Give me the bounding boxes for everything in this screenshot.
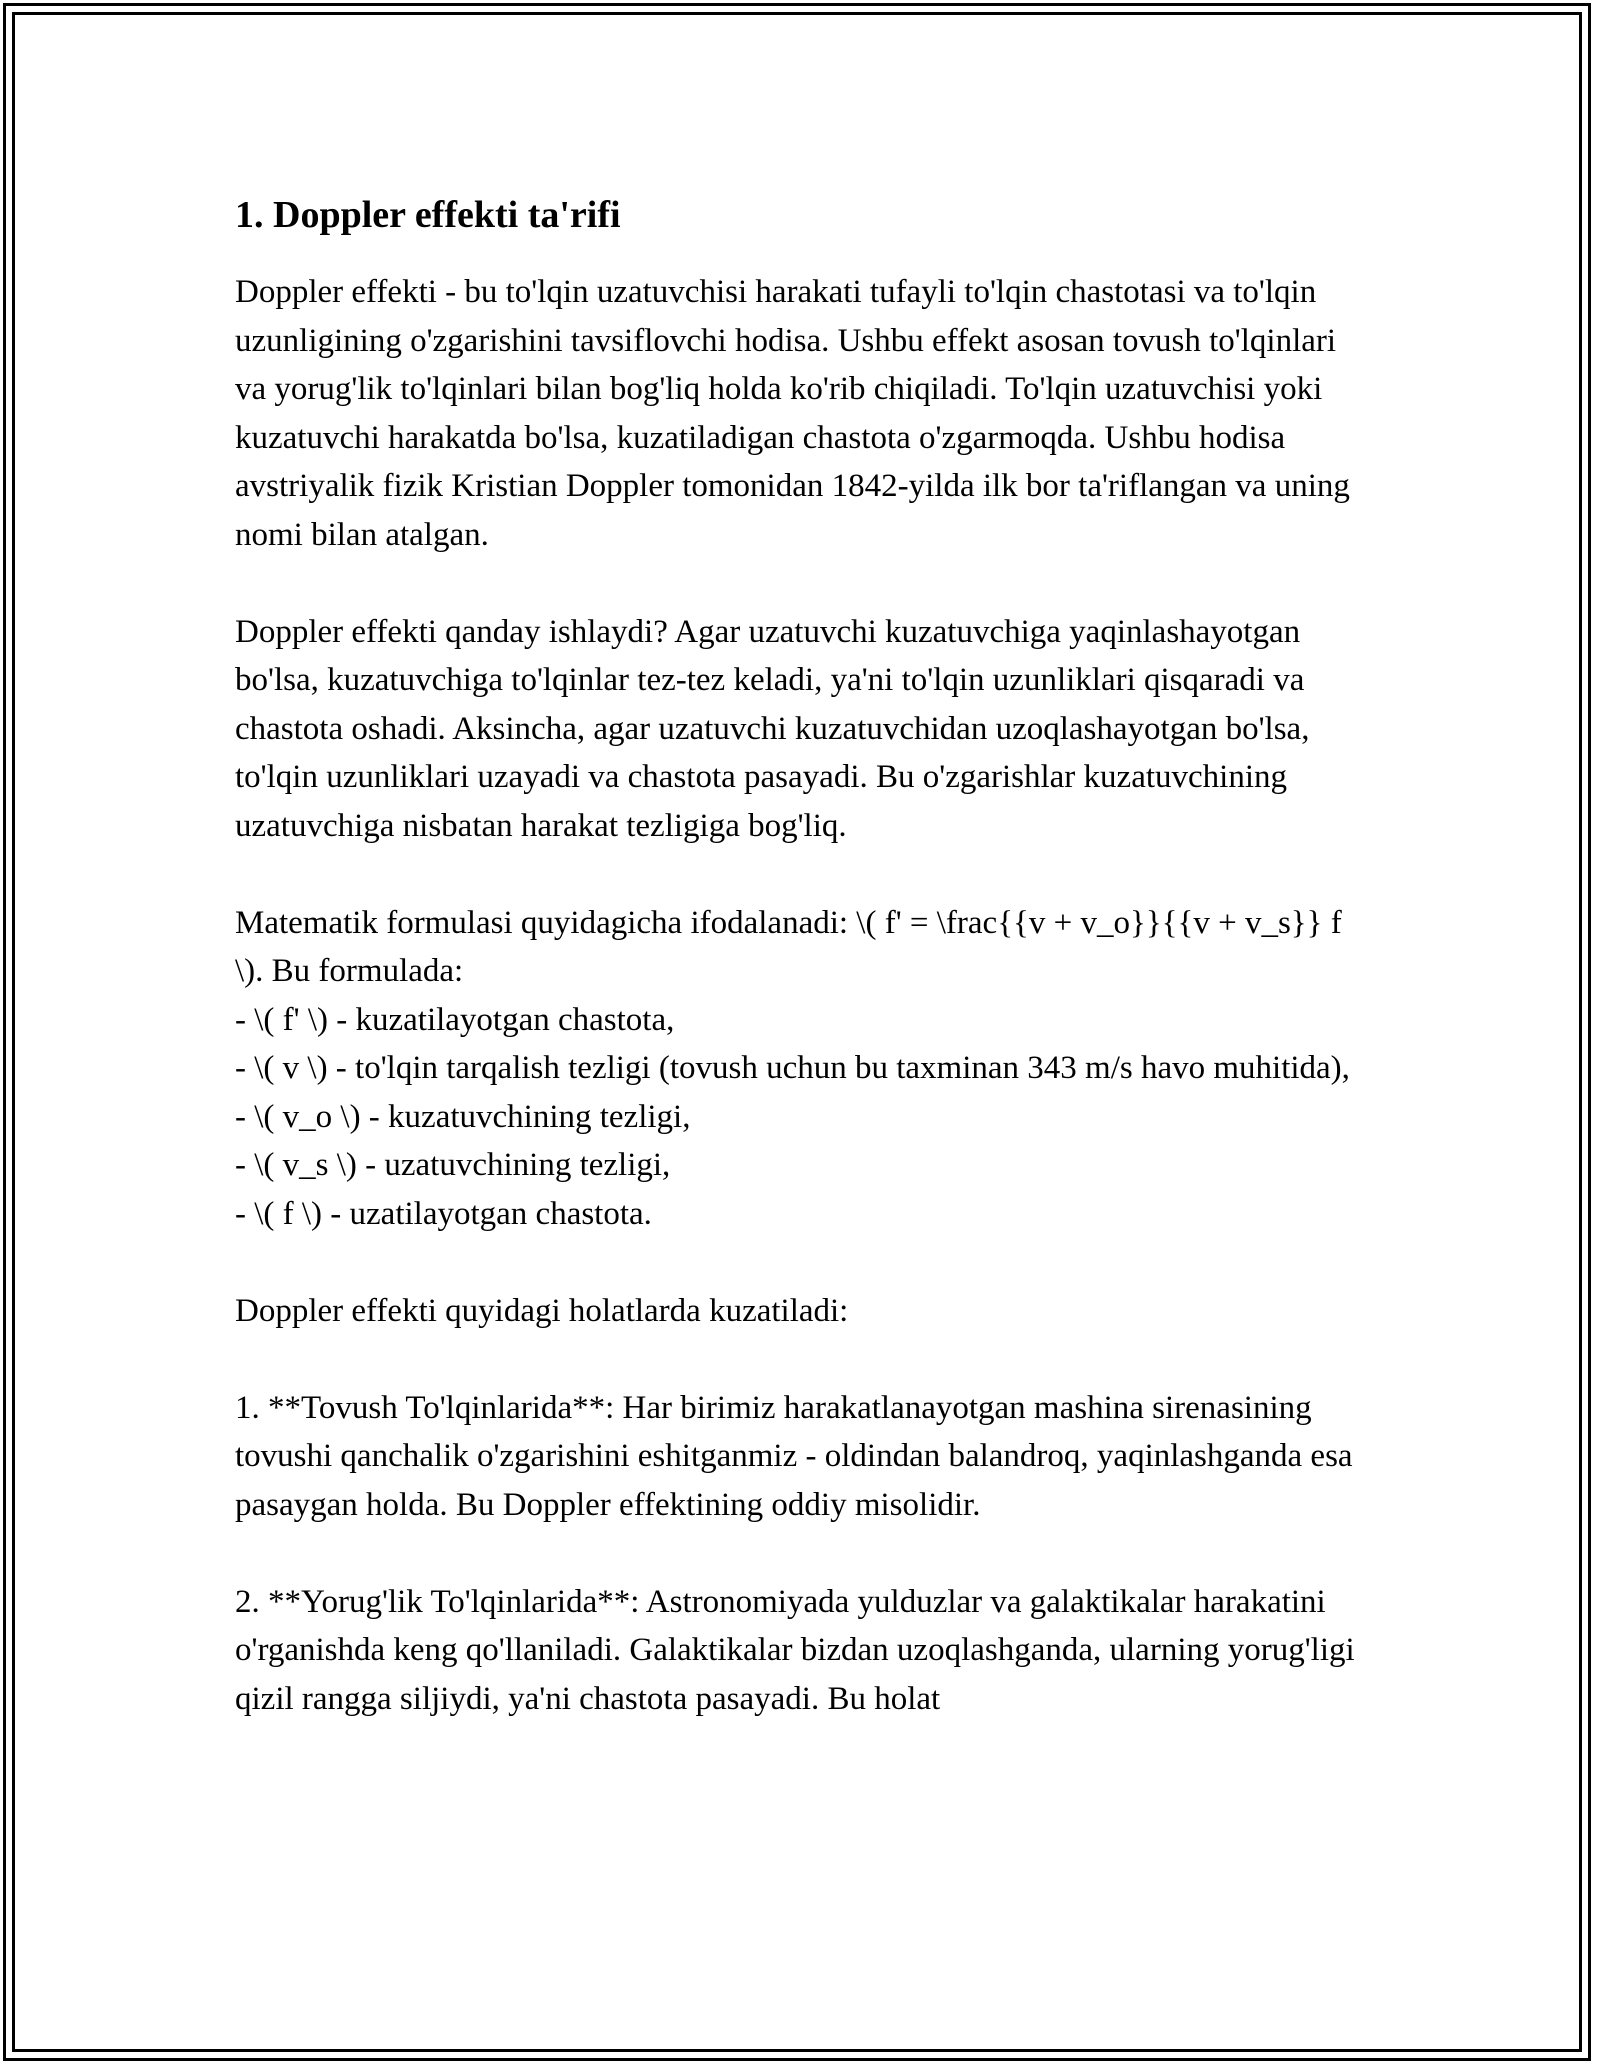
- document-body: [235, 186, 1365, 1723]
- paragraph-spacer: [235, 559, 1365, 608]
- formula-intro: Matematik formulasi quyidagicha ifodalanadi: \( f' = \frac{{v + v_o}}{{v + v_s}} f \). Bu formulada:: [235, 904, 1342, 989]
- paragraph-spacer: [235, 1335, 1365, 1384]
- definition-paragraph: Doppler effekti - bu to'lqin uzatuvchisi harakati tufayli to'lqin chastotasi va to'lqin uzunligining o'zgarishini tavsiflovchi hodisa. Ushbu effekt asosan tovush to'lqinlari va yorug'lik to'lqinlari bilan bog'liq holda ko'rib chiqiladi. To'lqin uzatuvchisi yoki kuzatuvchi harakatda bo'lsa, kuzatiladigan chastota o'zgarmoqda. Ushbu hodisa avstriyalik fizik Kristian Doppler tomonidan 1842-yilda ilk bor ta'riflangan va uning nomi bilan atalgan.: [235, 274, 1350, 553]
- paragraph-spacer: [235, 1238, 1365, 1287]
- section-heading: 1. Doppler effekti ta'rifi: [235, 194, 621, 236]
- formula-term-f-prime: - \( f' \) - kuzatilayotgan chastota,: [235, 1001, 675, 1038]
- mechanism-paragraph: Doppler effekti qanday ishlaydi? Agar uzatuvchi kuzatuvchiga yaqinlashayotgan bo'lsa, kuzatuvchiga to'lqinlar tez-tez keladi, ya'ni to'lqin uzunliklari qisqaradi va chastota oshadi. Aksincha, agar uzatuvchi kuzatuvchidan uzoqlashayotgan bo'lsa, to'lqin uzunliklari uzayadi va chastota pasayadi. Bu o'zgarishlar kuzatuvchining uzatuvchiga nisbatan harakat tezligiga bog'liq.: [235, 613, 1310, 844]
- formula-term-v-s: - \( v_s \) - uzatuvchining tezligi,: [235, 1147, 671, 1183]
- formula-term-v: - \( v \) - to'lqin tarqalish tezligi (tovush uchun bu taxminan 343 m/s havo muhitida),: [235, 1050, 1350, 1086]
- formula-term-v-o: - \( v_o \) - kuzatuvchining tezligi,: [235, 1098, 691, 1135]
- formula-term-f: - \( f \) - uzatilayotgan chastota.: [235, 1195, 652, 1232]
- case-light-waves: 2. **Yorug'lik To'lqinlarida**: Astronomiyada yulduzlar va galaktikalar harakatini o'rganishda keng qo'llaniladi. Galaktikalar bizdan uzoqlashganda, ularning yorug'ligi qizil rangga siljiydi, ya'ni chastota pasayadi. Bu holat: [235, 1583, 1355, 1717]
- paragraph-spacer: [235, 850, 1365, 899]
- cases-intro: Doppler effekti quyidagi holatlarda kuzatiladi:: [235, 1292, 849, 1329]
- paragraph-spacer: [235, 1529, 1365, 1578]
- case-sound-waves: 1. **Tovush To'lqinlarida**: Har birimiz harakatlanayotgan mashina sirenasining tovushi qanchalik o'zgarishini eshitganmiz - oldindan balandroq, yaqinlashganda esa pasaygan holda. Bu Doppler effektining oddiy misolidir.: [235, 1389, 1353, 1523]
